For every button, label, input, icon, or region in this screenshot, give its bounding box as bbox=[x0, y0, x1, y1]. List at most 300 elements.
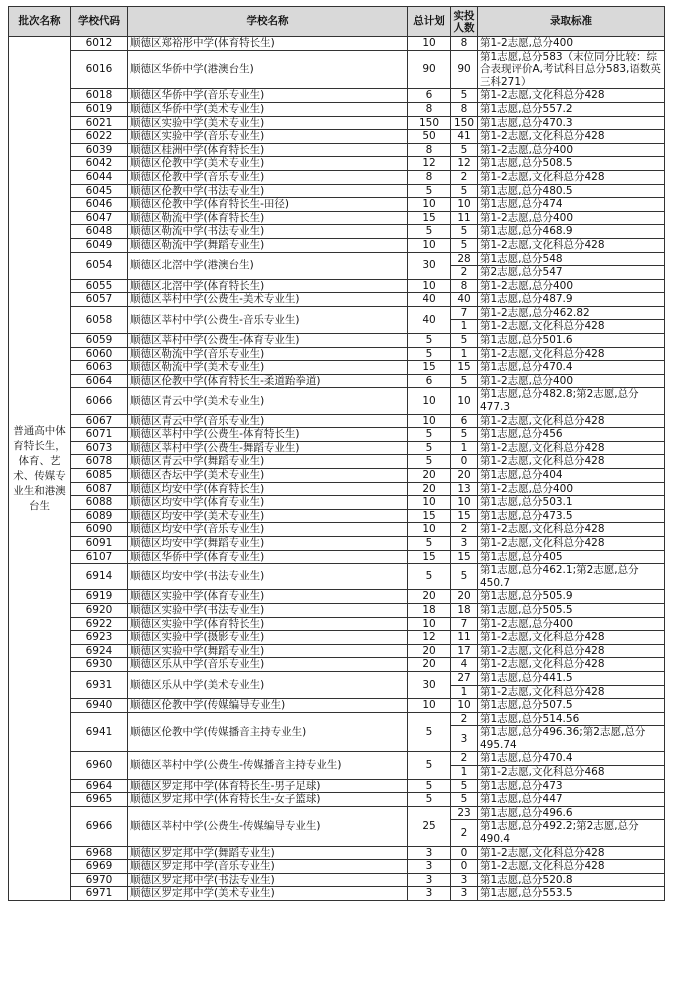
school-code-cell: 6048 bbox=[71, 225, 128, 239]
table-row bbox=[9, 603, 665, 617]
school-code-cell: 6054 bbox=[71, 252, 128, 279]
table-row bbox=[9, 334, 665, 348]
table-row bbox=[9, 211, 665, 225]
admission-standard-cell: 第1志愿,总分456 bbox=[478, 428, 665, 442]
actual-count-cell: 5 bbox=[451, 334, 478, 348]
admission-standard-cell: 第1志愿,总分405 bbox=[478, 550, 665, 564]
actual-count-cell: 10 bbox=[451, 496, 478, 510]
school-code-cell: 6058 bbox=[71, 306, 128, 333]
actual-count-cell: 0 bbox=[451, 860, 478, 874]
admission-standard-cell: 第1-2志愿,总分400 bbox=[478, 617, 665, 631]
school-name-cell: 顺德区勒流中学(体育特长生) bbox=[128, 211, 408, 225]
actual-count-cell: 5 bbox=[451, 428, 478, 442]
actual-count-cell: 3 bbox=[451, 873, 478, 887]
school-code-cell: 6064 bbox=[71, 374, 128, 388]
school-name-cell: 顺德区莘村中学(公费生-体育特长生) bbox=[128, 428, 408, 442]
admission-standard-cell: 第1-2志愿,文化科总分428 bbox=[478, 320, 665, 334]
school-code-cell: 6057 bbox=[71, 293, 128, 307]
header-actual: 实投人数 bbox=[451, 7, 478, 37]
total-plan-cell: 10 bbox=[408, 699, 451, 713]
actual-count-cell: 1 bbox=[451, 766, 478, 780]
table-row bbox=[9, 414, 665, 428]
actual-count-cell: 10 bbox=[451, 699, 478, 713]
admission-standard-cell: 第1志愿,总分507.5 bbox=[478, 699, 665, 713]
school-name-cell: 顺德区均安中学(舞蹈专业生) bbox=[128, 536, 408, 550]
admission-standard-cell: 第1志愿,总分473.5 bbox=[478, 509, 665, 523]
admission-standard-cell: 第1志愿,总分404 bbox=[478, 469, 665, 483]
school-code-cell: 6044 bbox=[71, 170, 128, 184]
total-plan-cell: 5 bbox=[408, 712, 451, 752]
admission-standard-cell: 第1志愿,总分496.36;第2志愿,总分495.74 bbox=[478, 726, 665, 752]
batch-cell: 普通高中体育特长生，体育、艺术、传媒专业生和港澳台生 bbox=[9, 37, 71, 901]
actual-count-cell: 17 bbox=[451, 644, 478, 658]
school-name-cell: 顺德区华侨中学(港澳台生) bbox=[128, 50, 408, 89]
actual-count-cell: 7 bbox=[451, 617, 478, 631]
table-row bbox=[9, 455, 665, 469]
actual-count-cell: 2 bbox=[451, 266, 478, 280]
school-code-cell: 6049 bbox=[71, 238, 128, 252]
school-name-cell: 顺德区北滘中学(港澳台生) bbox=[128, 252, 408, 279]
school-code-cell: 6063 bbox=[71, 361, 128, 375]
admission-standard-cell: 第1-2志愿,总分400 bbox=[478, 143, 665, 157]
admission-standard-cell: 第1-2志愿,文化科总分428 bbox=[478, 536, 665, 550]
school-name-cell: 顺德区伦教中学(传媒编导专业生) bbox=[128, 699, 408, 713]
school-code-cell: 6021 bbox=[71, 116, 128, 130]
table-row bbox=[9, 631, 665, 645]
actual-count-cell: 5 bbox=[451, 564, 478, 590]
actual-count-cell: 3 bbox=[451, 887, 478, 901]
school-code-cell: 6965 bbox=[71, 793, 128, 807]
admission-standard-cell: 第1志愿,总分508.5 bbox=[478, 157, 665, 171]
table-row bbox=[9, 347, 665, 361]
actual-count-cell: 3 bbox=[451, 536, 478, 550]
school-name-cell: 顺德区华侨中学(体育专业生) bbox=[128, 550, 408, 564]
actual-count-cell: 5 bbox=[451, 374, 478, 388]
table-row bbox=[9, 712, 665, 726]
school-code-cell: 6059 bbox=[71, 334, 128, 348]
admission-standard-cell: 第1-2志愿,文化科总分428 bbox=[478, 860, 665, 874]
school-code-cell: 6045 bbox=[71, 184, 128, 198]
actual-count-cell: 13 bbox=[451, 482, 478, 496]
school-code-cell: 6971 bbox=[71, 887, 128, 901]
table-row bbox=[9, 590, 665, 604]
total-plan-cell: 12 bbox=[408, 631, 451, 645]
school-name-cell: 顺德区伦教中学(体育特长生-田径) bbox=[128, 198, 408, 212]
school-name-cell: 顺德区均安中学(音乐专业生) bbox=[128, 523, 408, 537]
table-row bbox=[9, 671, 665, 685]
school-name-cell: 顺德区伦教中学(美术专业生) bbox=[128, 157, 408, 171]
school-name-cell: 顺德区青云中学(美术专业生) bbox=[128, 388, 408, 414]
table-row bbox=[9, 887, 665, 901]
admission-standard-cell: 第1志愿,总分496.6 bbox=[478, 806, 665, 820]
header-total: 总计划 bbox=[408, 7, 451, 37]
school-code-cell: 6055 bbox=[71, 279, 128, 293]
admission-standard-cell: 第1志愿,总分441.5 bbox=[478, 671, 665, 685]
school-name-cell: 顺德区罗定邦中学(书法专业生) bbox=[128, 873, 408, 887]
table-row bbox=[9, 617, 665, 631]
admission-standard-cell: 第1-2志愿,总分400 bbox=[478, 374, 665, 388]
admission-standard-cell: 第1志愿,总分505.9 bbox=[478, 590, 665, 604]
school-code-cell: 6960 bbox=[71, 752, 128, 779]
page bbox=[8, 6, 664, 901]
school-name-cell: 顺德区莘村中学(公费生-美术专业生) bbox=[128, 293, 408, 307]
header-code: 学校代码 bbox=[71, 7, 128, 37]
table-row bbox=[9, 428, 665, 442]
total-plan-cell: 18 bbox=[408, 603, 451, 617]
total-plan-cell: 5 bbox=[408, 779, 451, 793]
table-row bbox=[9, 143, 665, 157]
admission-standard-cell: 第1-2志愿,文化科总分428 bbox=[478, 644, 665, 658]
admission-standard-cell: 第1志愿,总分473 bbox=[478, 779, 665, 793]
school-name-cell: 顺德区勒流中学(音乐专业生) bbox=[128, 347, 408, 361]
school-code-cell: 6919 bbox=[71, 590, 128, 604]
admission-standard-cell: 第1-2志愿,总分400 bbox=[478, 279, 665, 293]
actual-count-cell: 40 bbox=[451, 293, 478, 307]
table-row bbox=[9, 130, 665, 144]
actual-count-cell: 2 bbox=[451, 820, 478, 846]
school-code-cell: 6066 bbox=[71, 388, 128, 414]
school-code-cell: 6047 bbox=[71, 211, 128, 225]
total-plan-cell: 5 bbox=[408, 347, 451, 361]
school-code-cell: 6042 bbox=[71, 157, 128, 171]
school-code-cell: 6931 bbox=[71, 671, 128, 698]
school-name-cell: 顺德区罗定邦中学(音乐专业生) bbox=[128, 860, 408, 874]
table-row bbox=[9, 860, 665, 874]
total-plan-cell: 10 bbox=[408, 279, 451, 293]
table-row bbox=[9, 536, 665, 550]
total-plan-cell: 5 bbox=[408, 441, 451, 455]
total-plan-cell: 10 bbox=[408, 414, 451, 428]
table-row bbox=[9, 779, 665, 793]
total-plan-cell: 30 bbox=[408, 671, 451, 698]
school-code-cell: 6012 bbox=[71, 37, 128, 51]
header-batch: 批次名称 bbox=[9, 7, 71, 37]
admission-standard-cell: 第1-2志愿,文化科总分428 bbox=[478, 523, 665, 537]
school-name-cell: 顺德区伦教中学(体育特长生-柔道跆拳道) bbox=[128, 374, 408, 388]
total-plan-cell: 10 bbox=[408, 238, 451, 252]
total-plan-cell: 15 bbox=[408, 361, 451, 375]
admission-standard-cell: 第1志愿,总分487.9 bbox=[478, 293, 665, 307]
admission-standard-cell: 第1-2志愿,文化科总分428 bbox=[478, 658, 665, 672]
total-plan-cell: 10 bbox=[408, 388, 451, 414]
actual-count-cell: 12 bbox=[451, 157, 478, 171]
table-row bbox=[9, 293, 665, 307]
school-name-cell: 顺德区实验中学(摄影专业生) bbox=[128, 631, 408, 645]
total-plan-cell: 40 bbox=[408, 293, 451, 307]
total-plan-cell: 3 bbox=[408, 860, 451, 874]
table-row bbox=[9, 550, 665, 564]
actual-count-cell: 8 bbox=[451, 102, 478, 116]
table-row bbox=[9, 37, 665, 51]
table-row bbox=[9, 564, 665, 590]
school-code-cell: 6920 bbox=[71, 603, 128, 617]
total-plan-cell: 3 bbox=[408, 873, 451, 887]
school-code-cell: 6039 bbox=[71, 143, 128, 157]
school-name-cell: 顺德区莘村中学(公费生-体育专业生) bbox=[128, 334, 408, 348]
school-name-cell: 顺德区杏坛中学(美术专业生) bbox=[128, 469, 408, 483]
total-plan-cell: 5 bbox=[408, 752, 451, 779]
admission-standard-cell: 第1志愿,总分470.3 bbox=[478, 116, 665, 130]
total-plan-cell: 90 bbox=[408, 50, 451, 89]
total-plan-cell: 5 bbox=[408, 334, 451, 348]
total-plan-cell: 6 bbox=[408, 374, 451, 388]
actual-count-cell: 3 bbox=[451, 726, 478, 752]
table-row bbox=[9, 225, 665, 239]
admission-standard-cell: 第1志愿,总分492.2;第2志愿,总分490.4 bbox=[478, 820, 665, 846]
school-code-cell: 6964 bbox=[71, 779, 128, 793]
total-plan-cell: 12 bbox=[408, 157, 451, 171]
admission-standard-cell: 第1志愿,总分553.5 bbox=[478, 887, 665, 901]
school-code-cell: 6941 bbox=[71, 712, 128, 752]
school-name-cell: 顺德区实验中学(舞蹈专业生) bbox=[128, 644, 408, 658]
total-plan-cell: 8 bbox=[408, 170, 451, 184]
table-row bbox=[9, 441, 665, 455]
table-row bbox=[9, 374, 665, 388]
school-code-cell: 6018 bbox=[71, 89, 128, 103]
school-name-cell: 顺德区伦教中学(书法专业生) bbox=[128, 184, 408, 198]
admission-standard-cell: 第1-2志愿,总分400 bbox=[478, 211, 665, 225]
total-plan-cell: 10 bbox=[408, 37, 451, 51]
admission-standard-cell: 第1志愿,总分501.6 bbox=[478, 334, 665, 348]
school-name-cell: 顺德区华侨中学(音乐专业生) bbox=[128, 89, 408, 103]
school-name-cell: 顺德区实验中学(美术专业生) bbox=[128, 116, 408, 130]
admission-standard-cell: 第1-2志愿,文化科总分428 bbox=[478, 685, 665, 699]
admission-standard-cell: 第1-2志愿,总分400 bbox=[478, 37, 665, 51]
actual-count-cell: 18 bbox=[451, 603, 478, 617]
admission-standard-cell: 第1-2志愿,文化科总分428 bbox=[478, 455, 665, 469]
table-row bbox=[9, 644, 665, 658]
actual-count-cell: 2 bbox=[451, 712, 478, 726]
total-plan-cell: 10 bbox=[408, 617, 451, 631]
actual-count-cell: 150 bbox=[451, 116, 478, 130]
school-name-cell: 顺德区桂洲中学(体育特长生) bbox=[128, 143, 408, 157]
total-plan-cell: 10 bbox=[408, 198, 451, 212]
actual-count-cell: 0 bbox=[451, 846, 478, 860]
table-row bbox=[9, 279, 665, 293]
admission-standard-cell: 第1志愿,总分480.5 bbox=[478, 184, 665, 198]
table-row bbox=[9, 509, 665, 523]
table-row bbox=[9, 89, 665, 103]
total-plan-cell: 5 bbox=[408, 225, 451, 239]
table-row bbox=[9, 388, 665, 414]
header-row bbox=[9, 7, 665, 37]
table-row bbox=[9, 252, 665, 266]
admission-standard-cell: 第1-2志愿,文化科总分468 bbox=[478, 766, 665, 780]
school-name-cell: 顺德区勒流中学(书法专业生) bbox=[128, 225, 408, 239]
table-row bbox=[9, 752, 665, 766]
school-name-cell: 顺德区莘村中学(公费生-舞蹈专业生) bbox=[128, 441, 408, 455]
actual-count-cell: 90 bbox=[451, 50, 478, 89]
total-plan-cell: 5 bbox=[408, 428, 451, 442]
school-name-cell: 顺德区莘村中学(公费生-音乐专业生) bbox=[128, 306, 408, 333]
admission-standard-cell: 第1志愿,总分468.9 bbox=[478, 225, 665, 239]
admission-standard-cell: 第1-2志愿,文化科总分428 bbox=[478, 170, 665, 184]
admission-standard-cell: 第1志愿,总分470.4 bbox=[478, 361, 665, 375]
school-name-cell: 顺德区乐从中学(美术专业生) bbox=[128, 671, 408, 698]
admission-standard-cell: 第1志愿,总分470.4 bbox=[478, 752, 665, 766]
actual-count-cell: 41 bbox=[451, 130, 478, 144]
actual-count-cell: 4 bbox=[451, 658, 478, 672]
school-name-cell: 顺德区罗定邦中学(美术专业生) bbox=[128, 887, 408, 901]
actual-count-cell: 5 bbox=[451, 143, 478, 157]
total-plan-cell: 20 bbox=[408, 644, 451, 658]
school-code-cell: 6085 bbox=[71, 469, 128, 483]
admission-standard-cell: 第1志愿,总分520.8 bbox=[478, 873, 665, 887]
school-code-cell: 6922 bbox=[71, 617, 128, 631]
school-name-cell: 顺德区青云中学(音乐专业生) bbox=[128, 414, 408, 428]
actual-count-cell: 1 bbox=[451, 320, 478, 334]
school-code-cell: 6022 bbox=[71, 130, 128, 144]
header-name: 学校名称 bbox=[128, 7, 408, 37]
school-code-cell: 6078 bbox=[71, 455, 128, 469]
admission-standard-cell: 第1志愿,总分482.8;第2志愿,总分477.3 bbox=[478, 388, 665, 414]
table-row bbox=[9, 116, 665, 130]
admission-standard-cell: 第1-2志愿,文化科总分428 bbox=[478, 238, 665, 252]
school-code-cell: 6914 bbox=[71, 564, 128, 590]
school-code-cell: 6940 bbox=[71, 699, 128, 713]
school-name-cell: 顺德区伦教中学(传媒播音主持专业生) bbox=[128, 712, 408, 752]
school-name-cell: 顺德区均安中学(美术专业生) bbox=[128, 509, 408, 523]
total-plan-cell: 3 bbox=[408, 846, 451, 860]
total-plan-cell: 5 bbox=[408, 455, 451, 469]
total-plan-cell: 20 bbox=[408, 482, 451, 496]
total-plan-cell: 15 bbox=[408, 211, 451, 225]
school-name-cell: 顺德区青云中学(舞蹈专业生) bbox=[128, 455, 408, 469]
admission-standard-cell: 第1-2志愿,文化科总分428 bbox=[478, 89, 665, 103]
table-row bbox=[9, 102, 665, 116]
school-name-cell: 顺德区罗定邦中学(舞蹈专业生) bbox=[128, 846, 408, 860]
admission-standard-cell: 第1-2志愿,文化科总分428 bbox=[478, 347, 665, 361]
actual-count-cell: 5 bbox=[451, 779, 478, 793]
total-plan-cell: 8 bbox=[408, 102, 451, 116]
school-name-cell: 顺德区乐从中学(音乐专业生) bbox=[128, 658, 408, 672]
header-standard: 录取标准 bbox=[478, 7, 665, 37]
admission-standard-cell: 第1志愿,总分447 bbox=[478, 793, 665, 807]
actual-count-cell: 15 bbox=[451, 361, 478, 375]
table-body bbox=[9, 37, 665, 901]
school-code-cell: 6923 bbox=[71, 631, 128, 645]
actual-count-cell: 6 bbox=[451, 414, 478, 428]
admission-table bbox=[8, 6, 665, 901]
school-name-cell: 顺德区均安中学(书法专业生) bbox=[128, 564, 408, 590]
school-name-cell: 顺德区勒流中学(美术专业生) bbox=[128, 361, 408, 375]
total-plan-cell: 20 bbox=[408, 469, 451, 483]
table-row bbox=[9, 170, 665, 184]
school-name-cell: 顺德区罗定邦中学(体育特长生-女子篮球) bbox=[128, 793, 408, 807]
total-plan-cell: 5 bbox=[408, 184, 451, 198]
admission-standard-cell: 第1志愿,总分548 bbox=[478, 252, 665, 266]
table-row bbox=[9, 157, 665, 171]
actual-count-cell: 1 bbox=[451, 685, 478, 699]
school-code-cell: 6968 bbox=[71, 846, 128, 860]
total-plan-cell: 25 bbox=[408, 806, 451, 846]
table-row bbox=[9, 873, 665, 887]
admission-standard-cell: 第1-2志愿,总分400 bbox=[478, 482, 665, 496]
total-plan-cell: 10 bbox=[408, 523, 451, 537]
school-code-cell: 6073 bbox=[71, 441, 128, 455]
admission-standard-cell: 第1-2志愿,文化科总分428 bbox=[478, 631, 665, 645]
school-code-cell: 6071 bbox=[71, 428, 128, 442]
actual-count-cell: 2 bbox=[451, 523, 478, 537]
school-code-cell: 6019 bbox=[71, 102, 128, 116]
actual-count-cell: 11 bbox=[451, 211, 478, 225]
actual-count-cell: 27 bbox=[451, 671, 478, 685]
total-plan-cell: 50 bbox=[408, 130, 451, 144]
table-row bbox=[9, 482, 665, 496]
school-code-cell: 6930 bbox=[71, 658, 128, 672]
total-plan-cell: 6 bbox=[408, 89, 451, 103]
school-code-cell: 6969 bbox=[71, 860, 128, 874]
school-name-cell: 顺德区勒流中学(舞蹈专业生) bbox=[128, 238, 408, 252]
table-row bbox=[9, 184, 665, 198]
actual-count-cell: 5 bbox=[451, 184, 478, 198]
total-plan-cell: 30 bbox=[408, 252, 451, 279]
school-name-cell: 顺德区莘村中学(公费生-传媒播音主持专业生) bbox=[128, 752, 408, 779]
table-row bbox=[9, 198, 665, 212]
actual-count-cell: 23 bbox=[451, 806, 478, 820]
table-row bbox=[9, 846, 665, 860]
table-row bbox=[9, 496, 665, 510]
admission-standard-cell: 第1-2志愿,总分462.82 bbox=[478, 306, 665, 320]
school-code-cell: 6088 bbox=[71, 496, 128, 510]
school-name-cell: 顺德区实验中学(书法专业生) bbox=[128, 603, 408, 617]
school-name-cell: 顺德区北滘中学(体育特长生) bbox=[128, 279, 408, 293]
school-code-cell: 6016 bbox=[71, 50, 128, 89]
school-name-cell: 顺德区罗定邦中学(体育特长生-男子足球) bbox=[128, 779, 408, 793]
school-name-cell: 顺德区实验中学(体育专业生) bbox=[128, 590, 408, 604]
actual-count-cell: 28 bbox=[451, 252, 478, 266]
admission-standard-cell: 第1-2志愿,文化科总分428 bbox=[478, 441, 665, 455]
admission-standard-cell: 第1志愿,总分505.5 bbox=[478, 603, 665, 617]
total-plan-cell: 8 bbox=[408, 143, 451, 157]
actual-count-cell: 10 bbox=[451, 388, 478, 414]
total-plan-cell: 15 bbox=[408, 509, 451, 523]
school-code-cell: 6924 bbox=[71, 644, 128, 658]
admission-standard-cell: 第1-2志愿,文化科总分428 bbox=[478, 846, 665, 860]
actual-count-cell: 5 bbox=[451, 793, 478, 807]
table-row bbox=[9, 306, 665, 320]
table-row bbox=[9, 699, 665, 713]
total-plan-cell: 15 bbox=[408, 550, 451, 564]
total-plan-cell: 5 bbox=[408, 536, 451, 550]
admission-standard-cell: 第1志愿,总分462.1;第2志愿,总分450.7 bbox=[478, 564, 665, 590]
actual-count-cell: 5 bbox=[451, 238, 478, 252]
admission-standard-cell: 第1志愿,总分514.56 bbox=[478, 712, 665, 726]
actual-count-cell: 10 bbox=[451, 198, 478, 212]
table-row bbox=[9, 238, 665, 252]
school-code-cell: 6087 bbox=[71, 482, 128, 496]
actual-count-cell: 20 bbox=[451, 590, 478, 604]
table-row bbox=[9, 523, 665, 537]
actual-count-cell: 8 bbox=[451, 279, 478, 293]
actual-count-cell: 5 bbox=[451, 225, 478, 239]
actual-count-cell: 15 bbox=[451, 550, 478, 564]
school-name-cell: 顺德区实验中学(音乐专业生) bbox=[128, 130, 408, 144]
actual-count-cell: 1 bbox=[451, 347, 478, 361]
admission-standard-cell: 第1志愿,总分583（末位同分比较：综合表现评价A,考试科目总分583,语数英三科271） bbox=[478, 50, 665, 89]
school-code-cell: 6091 bbox=[71, 536, 128, 550]
table-row bbox=[9, 658, 665, 672]
table-row bbox=[9, 793, 665, 807]
actual-count-cell: 2 bbox=[451, 752, 478, 766]
table-row bbox=[9, 361, 665, 375]
actual-count-cell: 1 bbox=[451, 441, 478, 455]
actual-count-cell: 20 bbox=[451, 469, 478, 483]
school-code-cell: 6089 bbox=[71, 509, 128, 523]
admission-standard-cell: 第1-2志愿,文化科总分428 bbox=[478, 130, 665, 144]
admission-standard-cell: 第2志愿,总分547 bbox=[478, 266, 665, 280]
actual-count-cell: 2 bbox=[451, 170, 478, 184]
